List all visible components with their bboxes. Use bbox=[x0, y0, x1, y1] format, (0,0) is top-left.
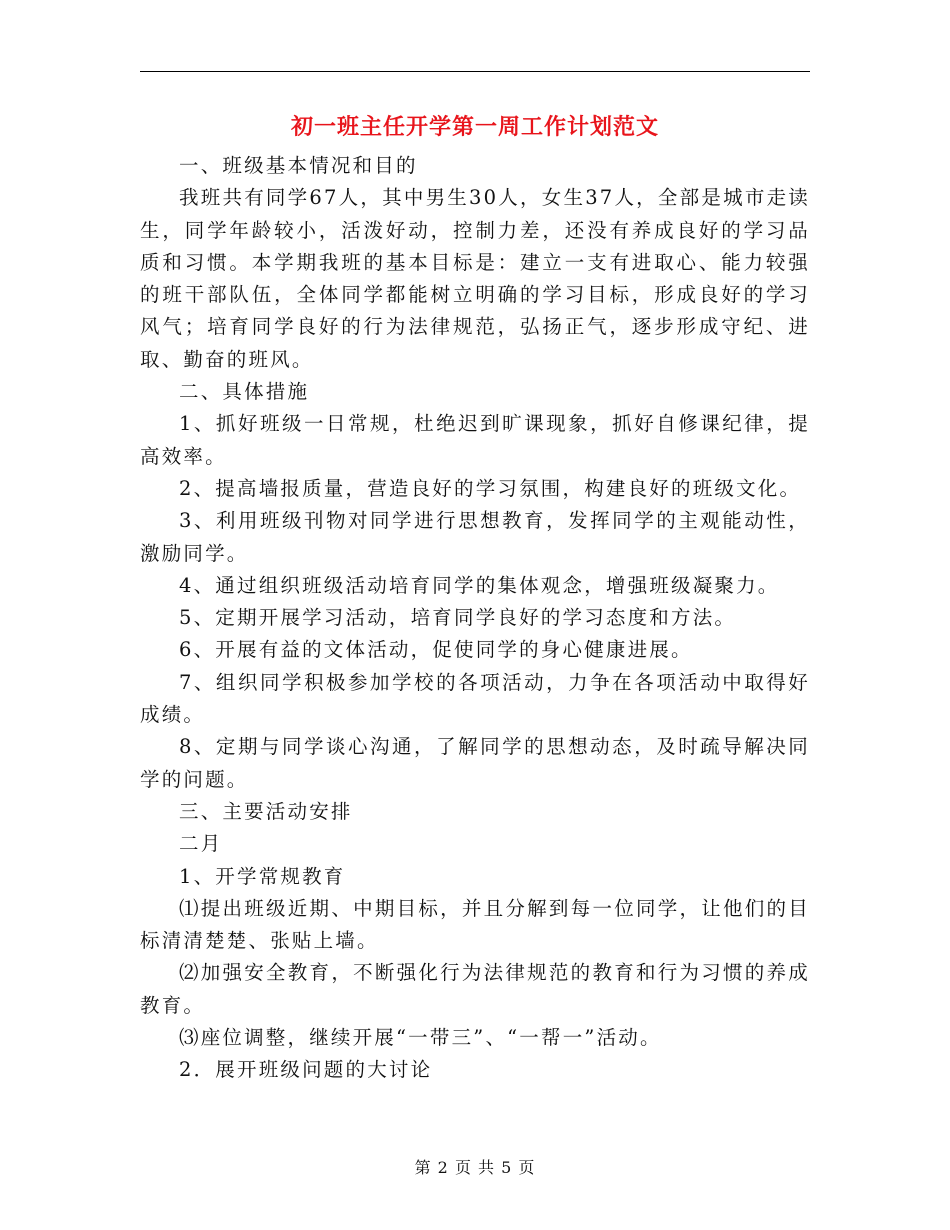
sub-list-item: ⑴提出班级近期、中期目标，并且分解到每一位同学，让他们的目标清清楚楚、张贴上墙。 bbox=[140, 896, 810, 953]
list-item: 1、抓好班级一日常规，杜绝迟到旷课现象，抓好自修课纪律，提高效率。 bbox=[140, 412, 810, 468]
month-heading: 二月 bbox=[179, 832, 223, 856]
list-item: 6、开展有益的文体活动，促使同学的身心健康进展。 bbox=[179, 638, 693, 662]
section-heading: 二、具体措施 bbox=[179, 380, 310, 404]
list-item: 7、组织同学积极参加学校的各项活动，力争在各项活动中取得好成绩。 bbox=[140, 670, 810, 727]
document-body bbox=[140, 150, 810, 1087]
list-item: 2、提高墙报质量，营造良好的学习氛围，构建良好的班级文化。 bbox=[179, 476, 802, 500]
header-rule bbox=[140, 71, 810, 72]
list-item: 2．展开班级问题的大讨论 bbox=[179, 1058, 433, 1082]
list-item: 3、利用班级刊物对同学进行思想教育，发挥同学的主观能动性，激励同学。 bbox=[140, 509, 810, 565]
list-item: 8、定期与同学谈心沟通，了解同学的思想动态，及时疏导解决同学的问题。 bbox=[140, 735, 810, 791]
sub-list-item: ⑵加强安全教育，不断强化行为法律规范的教育和行为习惯的养成教育。 bbox=[140, 961, 810, 1017]
list-item: 5、定期开展学习活动，培育同学良好的学习态度和方法。 bbox=[179, 606, 737, 630]
page-number-footer: 第 2 页 共 5 页 bbox=[414, 1158, 536, 1177]
section-heading: 三、主要活动安排 bbox=[179, 799, 353, 823]
sub-list-item: ⑶座位调整，继续开展“一带三”、“一帮一”活动。 bbox=[179, 1026, 662, 1050]
list-item: 4、通过组织班级活动培育同学的集体观念，增强班级凝聚力。 bbox=[179, 573, 780, 597]
list-item: 1、开学常规教育 bbox=[179, 864, 346, 888]
section-heading: 一、班级基本情况和目的 bbox=[179, 154, 418, 177]
paragraph: 我班共有同学67人，其中男生30人，女生37人，全部是城市走读生，同学年龄较小，活泼好动，控制力差，还没有养成良好的学习品质和习惯。本学期我班的基本目标是：建立一支有进取心、能力较强的班干部队伍，全体同学都能树立明确的学习目标，形成良好的学习风气；培育同学良好的行为法律规范，弘扬正气，逐步形成守纪、进取、勤奋的班风。 bbox=[140, 186, 810, 371]
document-title: 初一班主任开学第一周工作计划范文 bbox=[290, 115, 659, 140]
